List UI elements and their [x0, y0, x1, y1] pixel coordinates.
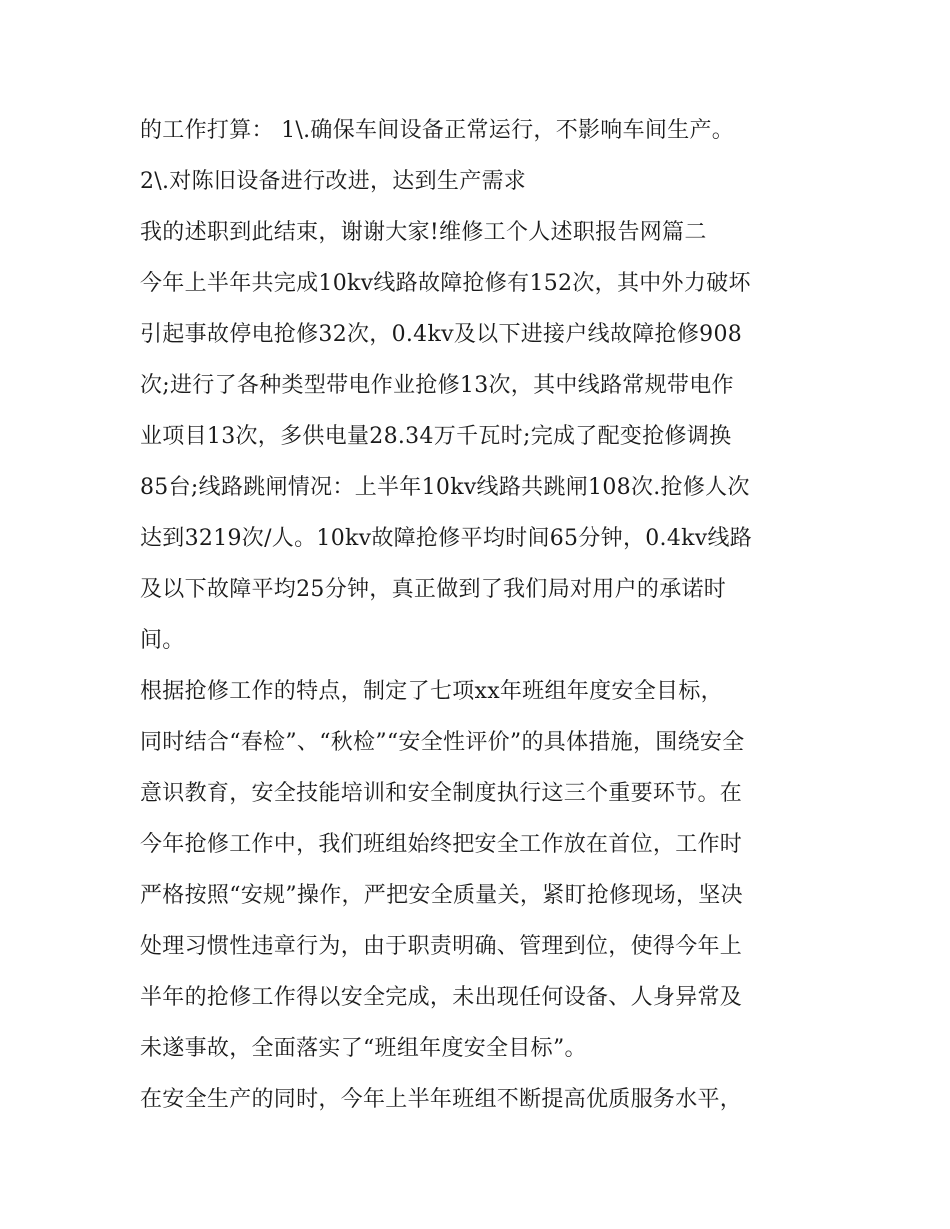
text-line: 及以下故障平均25分钟，真正做到了我们局对用户的承诺时: [140, 577, 727, 602]
text-line: 业项目13次，多供电量28.34万千瓦时;完成了配变抢修调换: [140, 424, 732, 449]
text-line: 未遂事故，全面落实了“班组年度安全目标”。: [140, 1036, 587, 1061]
text-line: 次;进行了各种类型带电作业抢修13次，其中线路常规带电作: [140, 373, 734, 398]
text-line: 在安全生产的同时，今年上半年班组不断提高优质服务水平，: [140, 1087, 743, 1112]
text-line: 处理习惯性违章行为，由于职责明确、管理到位，使得今年上: [140, 934, 743, 959]
document-body: [140, 105, 820, 1125]
text-line: 严格按照“安规”操作，严把安全质量关，紧盯抢修现场，坚决: [140, 883, 743, 908]
text-line: 85台;线路跳闸情况：上半年10kv线路共跳闸108次.抢修人次: [140, 475, 750, 500]
text-line: 今年抢修工作中，我们班组始终把安全工作放在首位，工作时: [140, 832, 743, 857]
text-line: 意识教育，安全技能培训和安全制度执行这三个重要环节。在: [140, 781, 743, 806]
text-line: 半年的抢修工作得以安全完成，未出现任何设备、人身异常及: [140, 985, 743, 1010]
text-line: 我的述职到此结束，谢谢大家!维修工个人述职报告网篇二: [140, 220, 707, 245]
text-line: 2\.对陈旧设备进行改进，达到生产需求: [140, 169, 527, 194]
text-line: 今年上半年共完成10kv线路故障抢修有152次，其中外力破坏: [140, 271, 751, 296]
text-line: 同时结合“春检”、“秋检”“安全性评价”的具体措施，围绕安全: [140, 730, 745, 755]
text-line: 的工作打算： 1\.确保车间设备正常运行，不影响车间生产。: [140, 118, 735, 143]
text-line: 间。: [140, 628, 185, 653]
text-line: 根据抢修工作的特点，制定了七项xx年班组年度安全目标，: [140, 679, 723, 704]
text-line: 达到3219次/人。10kv故障抢修平均时间65分钟，0.4kv线路: [140, 526, 753, 551]
text-line: 引起事故停电抢修32次，0.4kv及以下进接户线故障抢修908: [140, 322, 743, 347]
